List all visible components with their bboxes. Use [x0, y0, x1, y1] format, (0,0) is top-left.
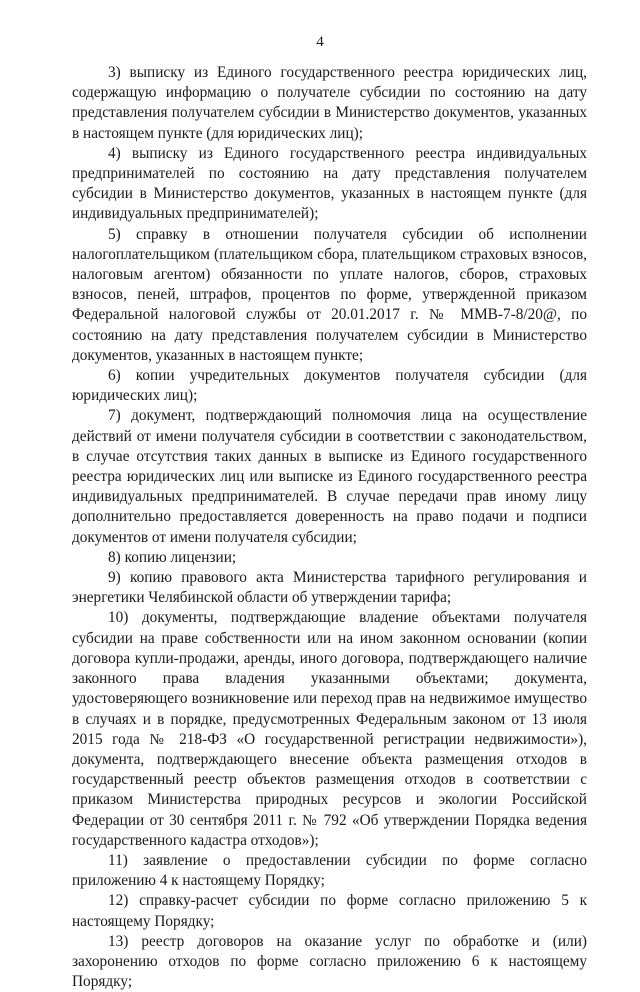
- list-item-9: 9) копию правового акта Министерства тарифного регулирования и энергетики Челябинской области об утверждении тарифа;: [72, 569, 587, 607]
- list-item-3: 3) выписку из Единого государственного реестра юридических лиц, содержащую информацию о получателе субсидии по состоянию на дату представления получателем субсидии в Министерство документов, указанных в настоящем пункте (для юридических лиц);: [72, 64, 587, 142]
- list-item-4: 4) выписку из Единого государственного реестра индивидуальных предпринимателей по состоянию на дату представления получателем субсидии в Министерство документов, указанных в настоящем пункте (для индивидуальных предпринимателей);: [72, 144, 587, 223]
- list-item-6: 6) копии учредительных документов получателя субсидии (для юридических лиц);: [72, 367, 587, 405]
- list-item-5: 5) справку в отношении получателя субсидии об исполнении налогоплательщиком (плательщиком сбора, плательщиком страховых взносов, налоговым агентом) обязанности по уплате налогов, сборов, страховых взносов, пеней, штрафов, процентов по форме, утвержденной приказом Федеральной налоговой службы от 20.01.2017 г. № ММВ-7-8/20@, по состоянию на дату представления получателем субсидии в Министерство документов, указанных в настоящем пункте;: [72, 225, 587, 364]
- list-item-11: 11) заявление о предоставлении субсидии по форме согласно приложению 4 к настоящему Порядку;: [72, 851, 587, 890]
- list-item-8: 8) копию лицензии;: [108, 548, 237, 566]
- list-item-13: 13) реестр договоров на оказание услуг по обработке и (или) захоронению отходов по форме согласно приложению 6 к настоящему Порядку;: [72, 932, 587, 991]
- document-body: [72, 63, 587, 992]
- list-item-12: 12) справку-расчет субсидии по форме согласно приложению 5 к настоящему Порядку;: [72, 892, 587, 930]
- page-number: 4: [316, 34, 324, 50]
- list-item-10: 10) документы, подтверждающие владение объектами получателя субсидии на праве собственности или на ином законном основании (копии договора купли-продажи, аренды, иного договора, подтверждающего наличие законного права владения указанными объектами; документа, удостоверяющего возникновение или переход прав на недвижимое имущество в случаях и в порядке, предусмотренных Федеральным законом от 13 июля 2015 года № 218-ФЗ «О государственной регистрации недвижимости»), документа, подтверждающего внесение объекта размещения отходов в государственный реестр объектов размещения отходов в соответствии с приказом Министерства природных ресурсов и экологии Российской Федерации от 30 сентября 2011 г. № 792 «Об утверждении Порядка ведения государственного кадастра отходов»);: [72, 609, 587, 849]
- list-item-7: 7) документ, подтверждающий полномочия лица на осуществление действий от имени получателя субсидии в соответствии с законодательством, в случае отсутствия таких данных в выписке из Единого государственного реестра юридических лиц или выписке из Единого государственного реестра индивидуальных предпринимателей. В случае передачи прав иному лицу дополнительно предоставляется доверенность на право подачи и подписи документов от имени получателя субсидии;: [72, 407, 587, 546]
